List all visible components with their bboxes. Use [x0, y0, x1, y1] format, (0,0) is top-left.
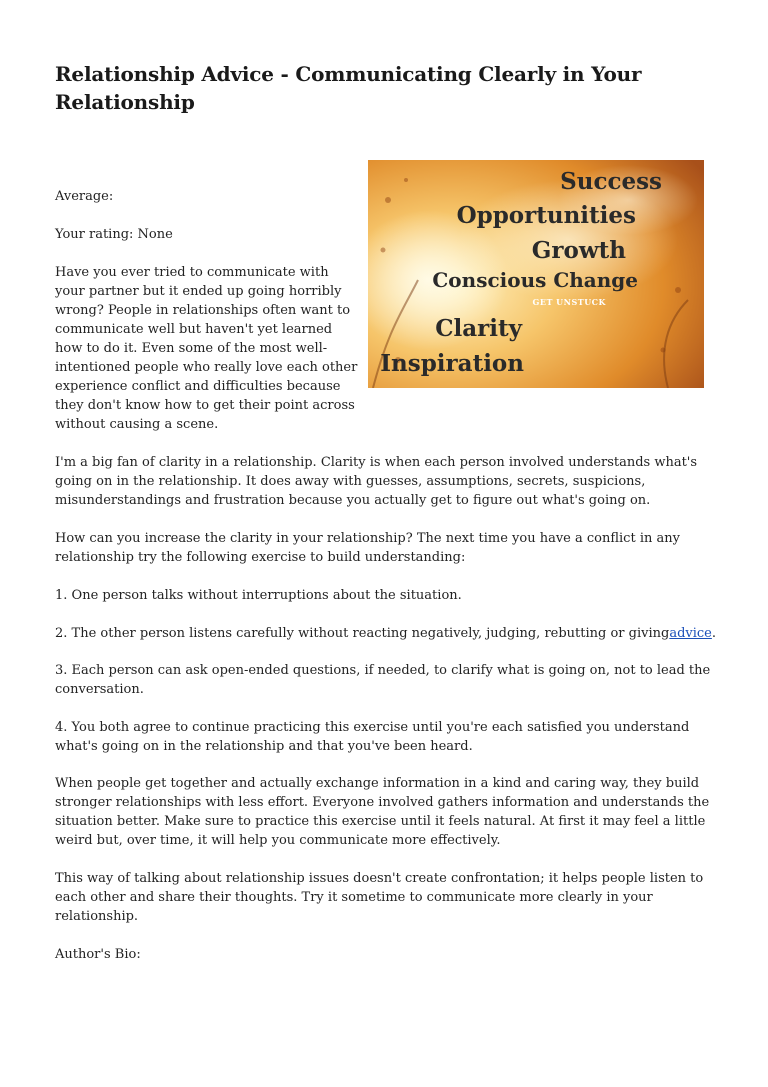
paragraph-clarity: I'm a big fan of clarity in a relationship. Clarity is when each person involved understands what's going on in the relationship. It does away with guesses, assumptions, secrets, suspicions, misunderstandings and frustration because you actually get to figure out what's going on. — [55, 455, 698, 508]
rating-label: Your rating: None — [55, 227, 173, 242]
paragraph-question: How can you increase the clarity in your relationship? The next time you have a conflict in any relationship try the following exercise to build understanding: — [55, 531, 680, 565]
image-word-growth: Growth — [531, 237, 626, 264]
image-word-inspiration: Inspiration — [380, 350, 524, 377]
author-bio-label: Author's Bio: — [55, 947, 141, 962]
step-4: 4. You both agree to continue practicing this exercise until you're each satisfied you understand what's going on in the relationship and that you've been heard. — [55, 720, 690, 754]
advice-link[interactable]: advice — [669, 626, 712, 641]
article-image — [368, 160, 704, 388]
step-1: 1. One person talks without interruptions about the situation. — [55, 588, 462, 603]
image-word-opportunities: Opportunities — [456, 202, 636, 229]
page-title: Relationship Advice - Communicating Clearly in Your Relationship — [55, 62, 642, 114]
average-label: Average: — [55, 189, 114, 204]
step-2-text: 2. The other person listens carefully without reacting negatively, judging, rebutting or giving — [55, 626, 670, 641]
step-2-end: . — [711, 626, 717, 641]
image-word-success: Success — [560, 168, 662, 195]
step-3: 3. Each person can ask open-ended questions, if needed, to clarify what is going on, not to lead the conversation. — [55, 663, 711, 697]
paragraph-exchange: When people get together and actually exchange information in a kind and caring way, they build stronger relationships with less effort. Everyone involved gathers information and understands the situation better. Make sure to practice this exercise until it feels natural. At first it may feel a little weird but, over time, it will help you communicate more effectively. — [55, 776, 710, 848]
paragraph-confrontation: This way of talking about relationship issues doesn't create confrontation; it helps people listen to each other and share their thoughts. Try it sometime to communicate more clearly in your relationship. — [55, 871, 704, 924]
intro-paragraph: Have you ever tried to communicate with your partner but it ended up going horribly wrong? People in relationships often want to communicate well but haven't yet learned how to do it. Even some of the most well-intentioned people who really love each other experience conflict and difficulties because they don't know how to get their point across without causing a scene. — [55, 265, 358, 432]
image-word-get-unstuck: GET UNSTUCK — [532, 297, 606, 307]
image-word-clarity: Clarity — [435, 315, 522, 342]
image-word-conscious-change: Conscious Change — [432, 268, 638, 292]
step-2 — [55, 624, 735, 643]
